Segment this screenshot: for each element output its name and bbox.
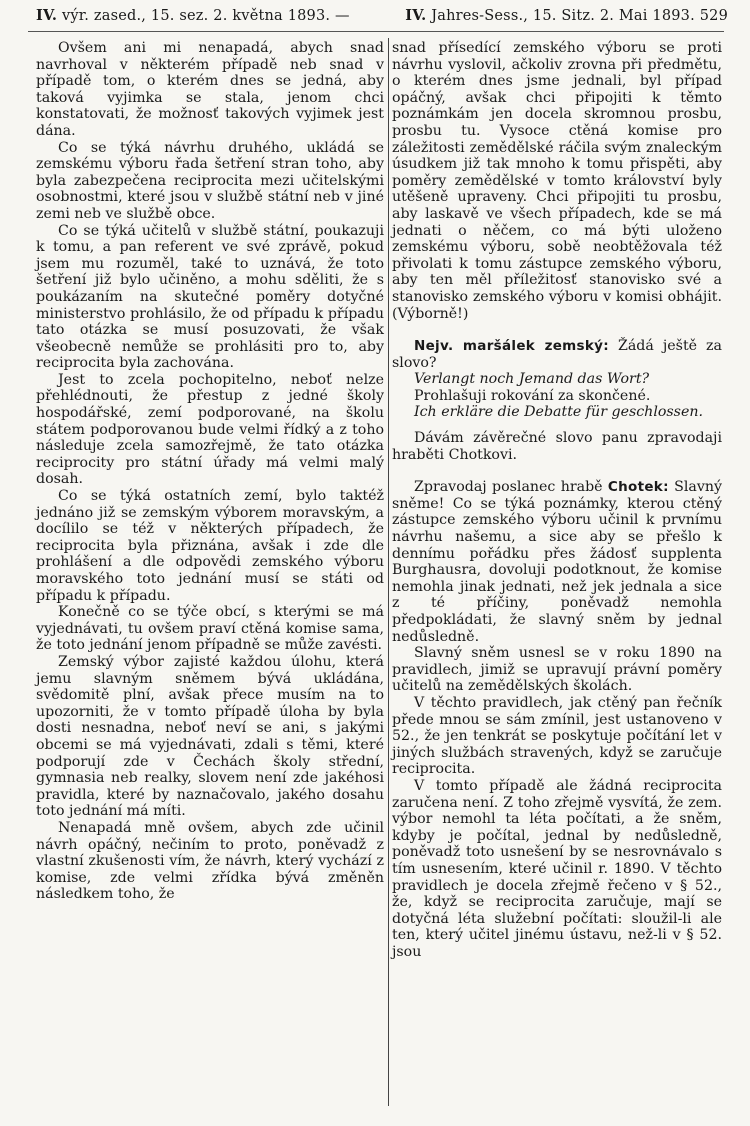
left-paragraph: Konečně co se týče obcí, s kterými se má vyjednávati, tu ovšem praví ctěná komise sama, že toto jednání jenom případně se může zavésti. bbox=[36, 604, 384, 654]
left-paragraph: Co se týká návrhu druhého, ukládá se zemskému výboru řada šetření stran toho, aby byla zabezpečena reciprocita mezi učitelskými osobnostmi, které jsou v službě státní neb v jiné zemi neb ve službě obce. bbox=[36, 139, 384, 222]
right-paragraph: snad přísedící zemského výboru se proti návrhu vyslovil, ačkoliv zrovna při předmětu, o kterém dnes jsme jednali, byl případ opáčný, avšak chci připojiti k těmto poznámkám jen docela skromnou prosbu, prosbu tu. Vysoce ctěná komise pro záležitosti zemědělské ráčila svým znaleckým úsudkem již tak mnoho k tomu přispěti, aby poměry zemědělské v tomto království byly utěšeně upraveny. Chci připojiti tu prosbu, aby laskavě ve všech případech, kde se má jednati o něčem, co má býti uloženo zemskému výboru, sobě neobtěžovala též přivolati k tomu zástupce zemského výboru, aby ten měl příležitosť stanovisko své a stanovisko zemského výboru v komisi obhájit. (Výborně!) bbox=[392, 40, 722, 322]
column-divider bbox=[388, 38, 389, 1106]
header-czech-text: výr. zased., 15. sez. 2. května 1893. — bbox=[57, 8, 350, 24]
header-german-text: Jahres-Sess., 15. Sitz. 2. Mai 1893. bbox=[426, 8, 695, 24]
marshal-paragraph bbox=[392, 338, 722, 371]
spacer bbox=[392, 322, 722, 338]
header-czech bbox=[36, 7, 350, 24]
left-paragraph: Nenapadá mně ovšem, abych zde učinil návrh opáčný, nečiním to proto, poněvadž z vlastní zkušenosti vím, že návrh, který vychází z komise, zde velmi zřídka bývá změněn následkem toho, že bbox=[36, 819, 384, 903]
left-paragraph: Jest to zcela pochopitelno, neboť nelze přehlédnouti, že přestup z jedné školy hospodářské, zemí podporované, na školu státem podporovanou bude velmi řídký a z toho následuje zcela samozřejmě, že tato otázka reciprocity pro státní úřady má velmi malý dosah. bbox=[36, 371, 384, 488]
left-paragraph: Co se týká učitelů v službě státní, poukazuji k tomu, a pan referent ve své zprávě, pokud jsem mu rozuměl, také to uznává, že toto šetření již bylo učiněno, a mohu sděliti, že s poukázaním na skutečné poměry dotyčné ministerstvo prohlásilo, že od případu k případu tato otázka se musí posuzovati, že však všeobecně nemůže se prohlásiti pro to, aby reciprocita byla zachována. bbox=[36, 222, 384, 372]
left-paragraph: Co se týká ostatních zemí, bylo taktéž jednáno již se zemským výborem moravským, a docílilo se též v některých případech, že reciprocita byla přiznána, avšak i zde dle prohlášení a dle odpovědi zemského výboru moravského toto jednání musí se státi od případu k případu. bbox=[36, 488, 384, 604]
german-line: Verlangt noch Jemand das Wort? bbox=[414, 371, 650, 388]
header-german-session: IV. bbox=[405, 7, 427, 24]
reporter-intro: Zpravodaj poslanec hrabě bbox=[414, 479, 608, 496]
page-number: 529 bbox=[699, 8, 728, 24]
reporter-paragraph: V tomto případě ale žádná reciprocita zaručena není. Z toho zřejmě vysvítá, že zem. výbor nemohl ta léta počítati, a že sněm, kdyby je počítal, jednal by nedůsledně, poněvadž toto usnešení by se nesrovnávalo s tím usnesením, které učinil r. 1890. V těchto pravidlech je docela zřejmě řečeno v § 52., že, když se reciprocita zaručuje, mají se dotyčná léta služební počítati: sloužil-li ale ten, který učitel jinému ústavu, než-li v § 52. jsou bbox=[392, 777, 722, 960]
header-german bbox=[405, 7, 728, 24]
page-header bbox=[28, 4, 728, 28]
reporter-paragraph: Slavný sněm usnesl se v roku 1890 na pravidlech, jimiž se upravují právní poměry učitelů na zemědělských školách. bbox=[392, 645, 722, 695]
header-czech-session: IV. bbox=[36, 7, 58, 24]
reporter-paragraph: V těchto pravidlech, jak ctěný pan řečník přede mnou se sám zmínil, jest ustanoveno v 52., že jen tenkrát se poskytuje počítání let v jiných službách stravených, když se zaručuje reciprocita. bbox=[392, 694, 722, 778]
czech-line: Dávám závěrečné slovo panu zpravodaji hraběti Chotkovi. bbox=[392, 430, 722, 463]
marshal-statements bbox=[392, 371, 722, 463]
speaker-chotek: Chotek: bbox=[607, 479, 669, 496]
czech-line: Prohlašuji rokování za skončené. bbox=[414, 387, 651, 404]
left-paragraph: Zemský výbor zajisté každou úlohu, která jemu slavným sněmem bývá ukládána, svědomitě plní, avšak přece musím na to upozorniti, že v tomto případě úloha by byla dosti nesnadna, neboť neví se ani, s jakými obcemi se má vyjednávati, zdali s těmi, které podporují zde v Čechách školy střední, gymnasia neb realky, slovem není zde jakéhosi pravidla, které by naznačovalo, jakého dosahu toto jednání má míti. bbox=[36, 653, 384, 820]
spacer bbox=[392, 463, 722, 479]
marshal-question: Žádá ještě za slovo? bbox=[392, 338, 722, 371]
left-paragraph: Ovšem ani mi nenapadá, abych snad navrhoval v některém případě neb snad v případě tom, o kterém dnes se jedná, aby taková vyjimka se stala, jenom chci konstatovati, že možnosť takových vyjimek jest dána. bbox=[36, 40, 384, 139]
reporter-paragraph bbox=[392, 479, 722, 645]
spacer bbox=[392, 421, 722, 430]
header-rule bbox=[28, 31, 724, 32]
reporter-text: Slavný sněme! Co se týká poznámky, kterou ctěný zástupce zemského výboru učinil k prvnímu návrhu našemu, a sice aby se přešlo k dennímu pořádku přes žádosť supplenta Burghausra, dovoluji podotknout, že komise nemohla jinak jednati, než jek jednala a sice z té příčiny, poněvadž nemohla předpokládati, že slavný sněm by jednal nedůsledně. bbox=[392, 479, 722, 645]
left-column bbox=[36, 40, 384, 903]
speaker-marshal: Nejv. maršálek zemský: bbox=[414, 338, 609, 355]
right-column bbox=[392, 40, 722, 960]
german-line: Ich erkläre die Debatte für geschlossen. bbox=[414, 404, 704, 421]
